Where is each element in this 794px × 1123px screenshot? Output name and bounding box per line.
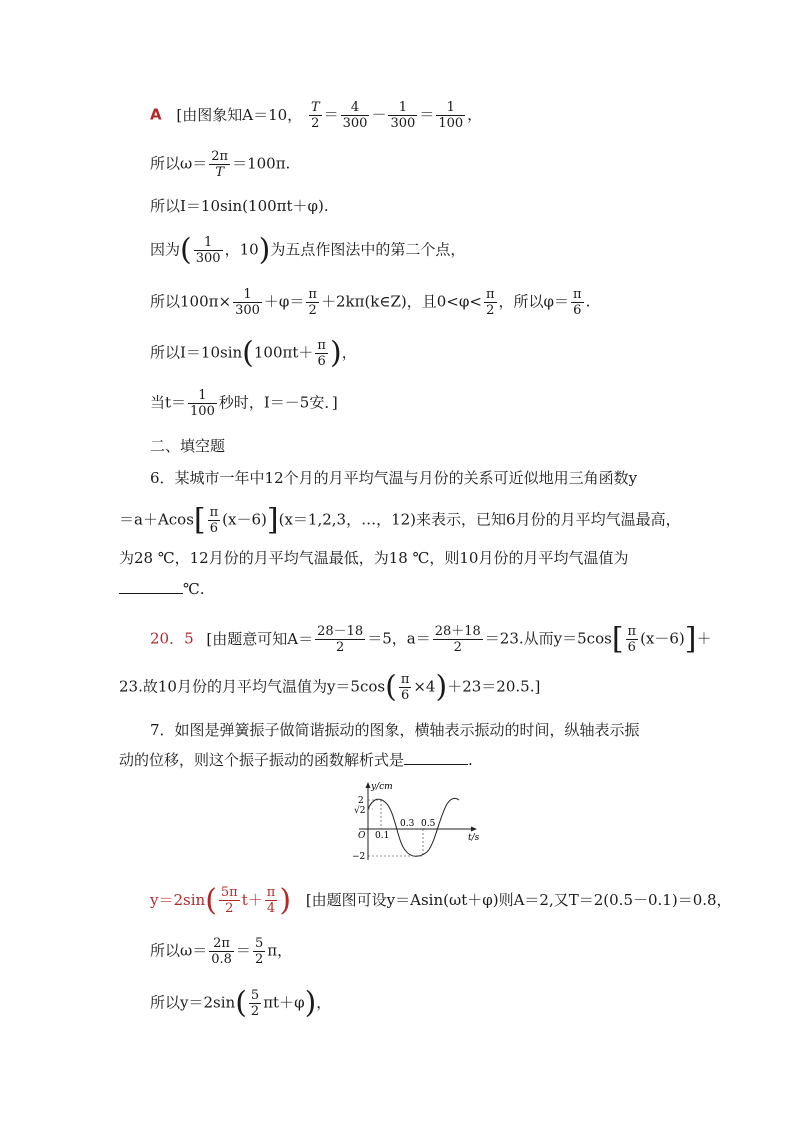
fraction: $\frac{\pi}{6}$ (627, 624, 637, 655)
fraction: $\frac{1}{100}$ (438, 100, 464, 131)
fraction: $\frac{5}{2}$ (254, 936, 264, 967)
q7-answer-line-2: 所以ω＝ $\frac{2\pi}{0.8}$ ＝ $\frac{5}{2}$ π， (150, 936, 293, 967)
fraction: $\frac{\pi}{6}$ (209, 505, 219, 536)
fraction: $\frac{1}{300}$ (195, 235, 221, 266)
y-axis-label: y/cm (371, 782, 393, 792)
q7-line-1: 7．如图是弹簧振子做简谐振动的图象，横轴表示振动的时间，纵轴表示振 (150, 721, 640, 739)
tick-label-y2: 2 (358, 796, 364, 806)
tick-label-x03: 0.3 (400, 819, 415, 829)
q7-answer-line-3: 所以y＝2sin( $\frac{5}{2}$ πt＋φ)， (150, 985, 332, 1021)
fraction: $\frac{28-18}{2}$ (317, 624, 364, 655)
q7-line-2: 动的位移，则这个振子振动的函数解析式是 . (119, 751, 473, 769)
tick-label-x01: 0.1 (375, 831, 390, 841)
q6-line-2: ＝a＋Acos[ $\frac{\pi}{6}$ (x－6)](x＝1,2,3，…，12)来表示，已知6月份的月平均气温最高， (119, 502, 681, 538)
s5-line-5: 所以100π× $\frac{1}{300}$ ＋φ＝ $\frac{\pi}{2}$ ＋2kπ(k∈Z)，且0<φ< $\frac{\pi}{2}$ ，所以φ＝ $\frac{\pi}{6}$ . (150, 287, 591, 318)
y-axis-arrow (366, 782, 371, 788)
answer-blank[interactable] (119, 579, 183, 594)
fraction: $\frac{2\pi}{T}$ (211, 149, 229, 180)
oscillation-graph (335, 780, 485, 866)
answer-label: y＝2sin( $\frac{5\pi}{2}$ t＋ $\frac{\pi}{4}$ ) (150, 882, 292, 918)
s5-line-7: 当t＝ $\frac{1}{100}$ 秒时，I＝－5安．] (150, 388, 338, 419)
fraction: $\frac{1}{100}$ (190, 388, 215, 419)
fraction: $\frac{28+18}{2}$ (434, 624, 481, 655)
tick-label-origin: O (358, 831, 366, 841)
x-axis-label: t/s (468, 833, 480, 843)
fraction: $\frac{5}{2}$ (250, 988, 260, 1019)
q6-answer-line-2: 23.故10月份的月平均气温值为y＝5cos( $\frac{\pi}{6}$ ×4)＋23＝20.5.] (119, 669, 541, 705)
answer-label: A (150, 105, 162, 124)
tick-label-ysqrt2: √2 (354, 806, 366, 816)
tick-label-yneg2: −2 (352, 852, 366, 862)
s5-line-1: A [由图象知A＝10， $\frac{T}{2}$ ＝ $\frac{4}{300}$ － $\frac{1}{300}$ ＝ $\frac{1}{100}$ ， (150, 100, 483, 131)
fraction: $\frac{4}{300}$ (342, 100, 368, 131)
s5-line-6: 所以I＝10sin(100πt＋ $\frac{\pi}{6}$ )， (150, 335, 357, 371)
q6-answer-line-1: 20．5 [由题意可知A＝ $\frac{28-18}{2}$ ＝5，a＝ $\frac{28+18}{2}$ ＝23.从而y＝5cos[ $\frac{\pi}{6}$ (x－6)]＋ (150, 621, 712, 657)
fraction: $\frac{\pi}{2}$ (485, 287, 495, 318)
q6-line-4: ℃. (119, 579, 205, 599)
fraction: $\frac{\pi}{6}$ (400, 672, 410, 703)
fraction: $\frac{2\pi}{0.8}$ (211, 936, 232, 967)
s5-line-3: 所以I＝10sin(100πt＋φ). (150, 197, 329, 215)
x-axis-arrow (471, 827, 477, 832)
q6-line-3: 为28 ℃，12月份的月平均气温最低，为18 ℃，则10月份的月平均气温值为 (119, 549, 629, 567)
section-heading: 二、填空题 (150, 437, 226, 455)
fraction: $\frac{1}{300}$ (235, 287, 260, 318)
q7-answer-line-1: y＝2sin( $\frac{5\pi}{2}$ t＋ $\frac{\pi}{4}$ ) [由题图可设y＝Asin(ωt＋φ)则A＝2,又T＝2(0.5－0.1)＝0.8， (150, 882, 732, 918)
answer-blank[interactable] (404, 750, 468, 765)
s5-line-4: 因为( $\frac{1}{300}$ ，10)为五点作图法中的第二个点， (150, 232, 466, 268)
fraction: $\frac{1}{300}$ (390, 100, 416, 131)
q6-line-1: 6．某城市一年中12个月的月平均气温与月份的关系可近似地用三角函数y (150, 469, 638, 487)
fraction: $\frac{\pi}{6}$ (573, 287, 582, 318)
fraction: $\frac{\pi}{2}$ (308, 287, 317, 318)
s5-line-2: 所以ω＝ $\frac{2\pi}{T}$ ＝100π. (150, 149, 291, 180)
fraction: $\frac{\pi}{6}$ (317, 338, 326, 369)
tick-label-x05: 0.5 (421, 819, 436, 829)
fraction: $\frac{T}{2}$ (310, 100, 320, 131)
answer-label: 20．5 (150, 629, 194, 648)
